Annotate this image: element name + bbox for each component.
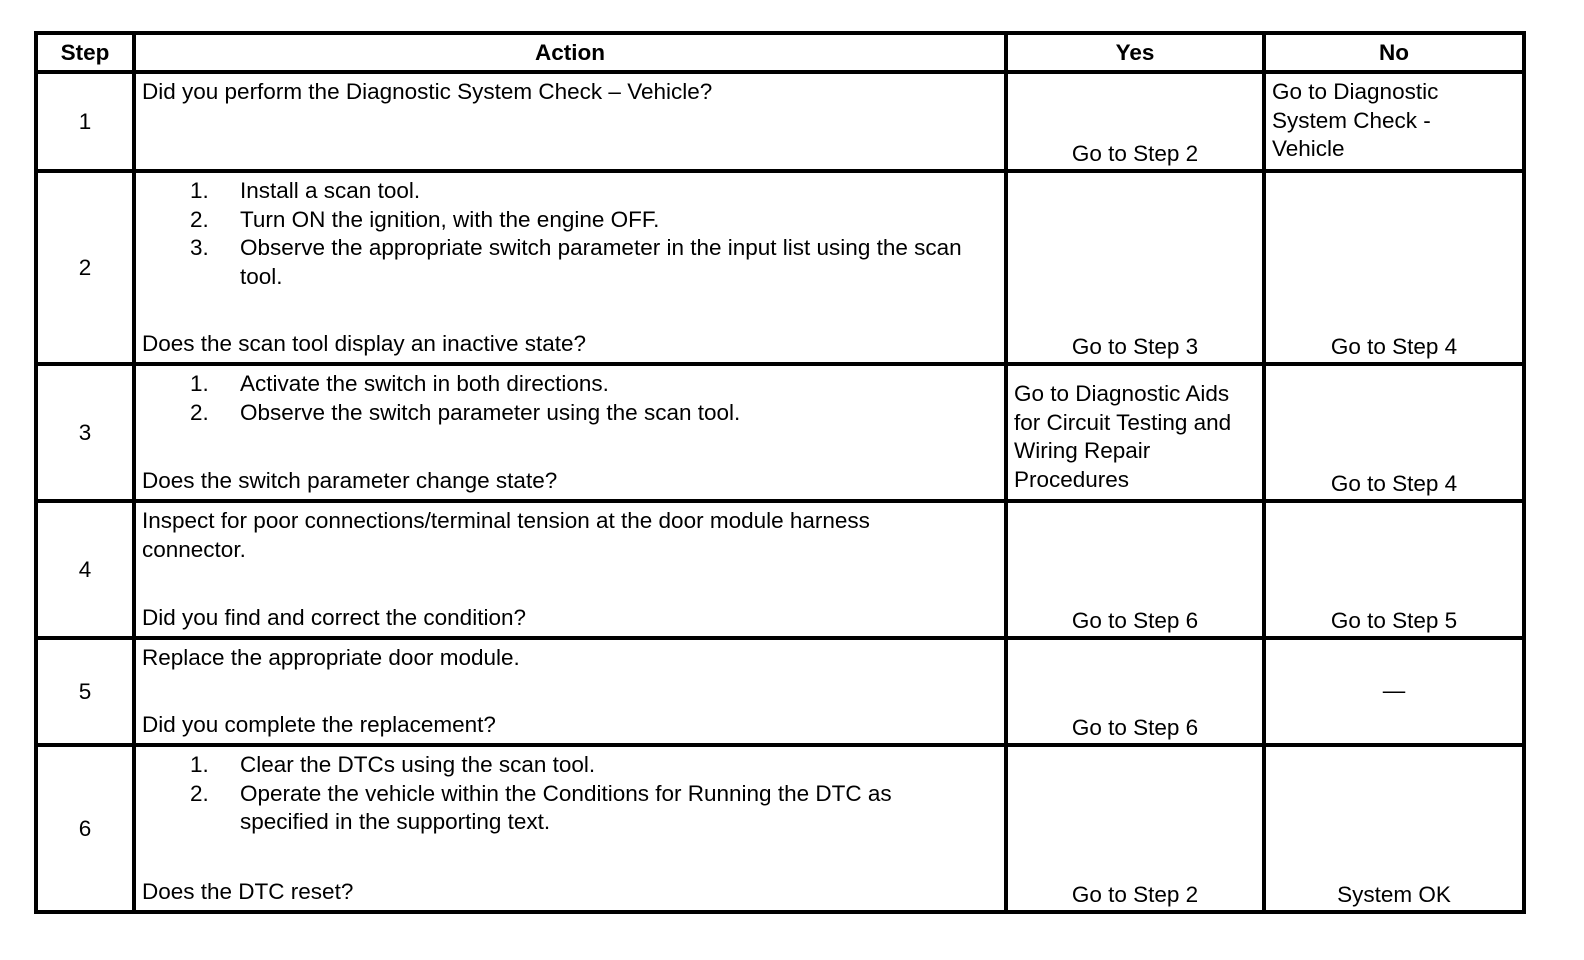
step-number: 4: [36, 501, 134, 638]
diagnostic-table: [34, 31, 1526, 914]
yes-line: Go to Diagnostic Aids: [1014, 381, 1230, 406]
action-step: 1. Activate the switch in both directions.: [190, 371, 609, 396]
no-cell: [1264, 72, 1524, 171]
table-row: [36, 501, 1524, 638]
action-text: Replace the appropriate door module.: [142, 645, 520, 670]
step-number: 1: [36, 72, 134, 171]
header-step: Step: [36, 33, 134, 72]
yes-line: Wiring Repair: [1014, 438, 1151, 463]
action-step: 2. Turn ON the ignition, with the engine OFF.: [190, 206, 660, 232]
action-cell: [134, 745, 1006, 912]
table-row: [36, 638, 1524, 745]
action-cell: [134, 638, 1006, 745]
no-cell: System OK: [1264, 745, 1524, 912]
no-cell: Go to Step 5: [1264, 501, 1524, 638]
action-question: Did you find and correct the condition?: [142, 604, 526, 630]
step-number: 6: [36, 745, 134, 912]
action-cell: [134, 72, 1006, 171]
table-row: [36, 745, 1524, 912]
action-text: Inspect for poor connections/terminal tension at the door module harness connector.: [142, 508, 870, 562]
action-steps: [142, 370, 998, 427]
action-text: Did you perform the Diagnostic System Check – Vehicle?: [142, 79, 713, 104]
no-line: System Check -: [1272, 107, 1431, 133]
table-row: [36, 364, 1524, 501]
header-row: [36, 33, 1524, 72]
yes-cell: Go to Step 6: [1006, 638, 1264, 745]
no-cell: Go to Step 4: [1264, 364, 1524, 501]
action-cell: [134, 364, 1006, 501]
yes-cell: Go to Step 2: [1006, 745, 1264, 912]
table-row: [36, 72, 1524, 171]
yes-cell: Go to Step 6: [1006, 501, 1264, 638]
no-line: Vehicle: [1272, 136, 1345, 161]
action-step: 2. Operate the vehicle within the Conditions for Running the DTC as specified in the supporting text.: [190, 780, 892, 834]
action-question: Did you complete the replacement?: [142, 711, 496, 737]
no-cell: Go to Step 4: [1264, 171, 1524, 364]
yes-cell: [1006, 364, 1264, 501]
action-cell: [134, 171, 1006, 364]
header-action: Action: [134, 33, 1006, 72]
yes-cell: Go to Step 3: [1006, 171, 1264, 364]
yes-line: Procedures: [1014, 466, 1130, 492]
header-no: No: [1264, 33, 1524, 72]
yes-cell: Go to Step 2: [1006, 72, 1264, 171]
action-step: 1. Install a scan tool.: [190, 178, 421, 203]
action-cell: [134, 501, 1006, 638]
action-step: 2. Observe the switch parameter using the scan tool.: [190, 399, 741, 425]
header-yes: Yes: [1006, 33, 1264, 72]
table-row: [36, 171, 1524, 364]
action-step: 3. Observe the appropriate switch parameter in the input list using the scan tool.: [190, 235, 962, 289]
no-cell: —: [1264, 638, 1524, 745]
action-steps: [142, 751, 998, 837]
action-question: Does the DTC reset?: [142, 878, 354, 904]
step-number: 5: [36, 638, 134, 745]
action-step: 1. Clear the DTCs using the scan tool.: [190, 752, 596, 777]
action-steps: [142, 177, 998, 291]
step-number: 2: [36, 171, 134, 364]
yes-line: for Circuit Testing and: [1014, 409, 1232, 435]
no-line: Go to Diagnostic: [1272, 79, 1439, 104]
step-number: 3: [36, 364, 134, 501]
action-question: Does the switch parameter change state?: [142, 467, 558, 493]
action-question: Does the scan tool display an inactive state?: [142, 330, 587, 356]
